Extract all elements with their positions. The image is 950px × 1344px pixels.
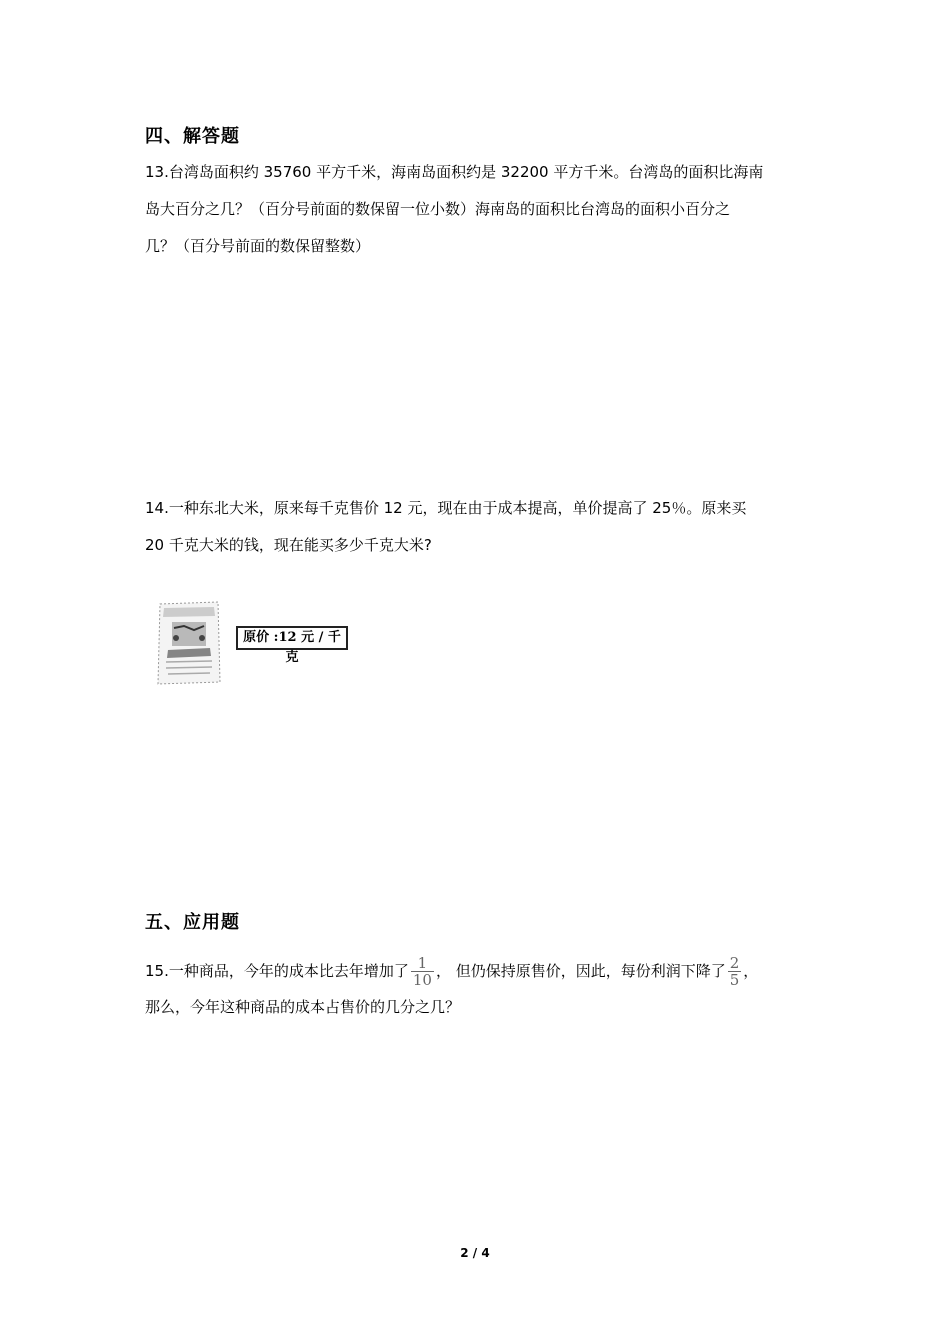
q15-line-2: 那么，今年这种商品的成本占售价的几分之几？ (145, 998, 461, 1016)
q13-line-2: 岛大百分之几？（百分号前面的数保留一位小数）海南岛的面积比台湾岛的面积小百分之 (145, 200, 731, 218)
fraction-two-fifths: $\frac{2}{5}$ (729, 954, 740, 989)
section-four-title: 四、解答题 (145, 126, 240, 147)
q15-text-part-2: ， 但仍保持原售价，因此，每份利润下降了 (435, 962, 726, 980)
q13-line-3: 几？（百分号前面的数保留整数） (145, 237, 371, 255)
q15-text-part-3: ， (743, 962, 759, 980)
q15-line-1 (145, 955, 758, 988)
q15-text-part-1: 15.一种商品，今年的成本比去年增加了 (145, 962, 409, 980)
q14-line-2: 20 千克大米的钱，现在能买多少千克大米? (145, 536, 432, 554)
page-number: 2 / 4 (460, 1246, 490, 1260)
rice-bag-image (154, 598, 224, 686)
section-five-title: 五、应用题 (145, 912, 240, 933)
price-tag-label: 原价 :12 元 / 千克 (236, 626, 348, 650)
q13-line-1: 13.台湾岛面积约 35760 平方千米，海南岛面积约是 32200 平方千米。台湾岛的面积比海南 (145, 163, 764, 181)
q14-line-1: 14.一种东北大米，原来每千克售价 12 元，现在由于成本提高，单价提高了 25％。原来买 (145, 499, 747, 517)
fraction-one-tenth: $\frac{1}{10}$ (412, 954, 432, 989)
